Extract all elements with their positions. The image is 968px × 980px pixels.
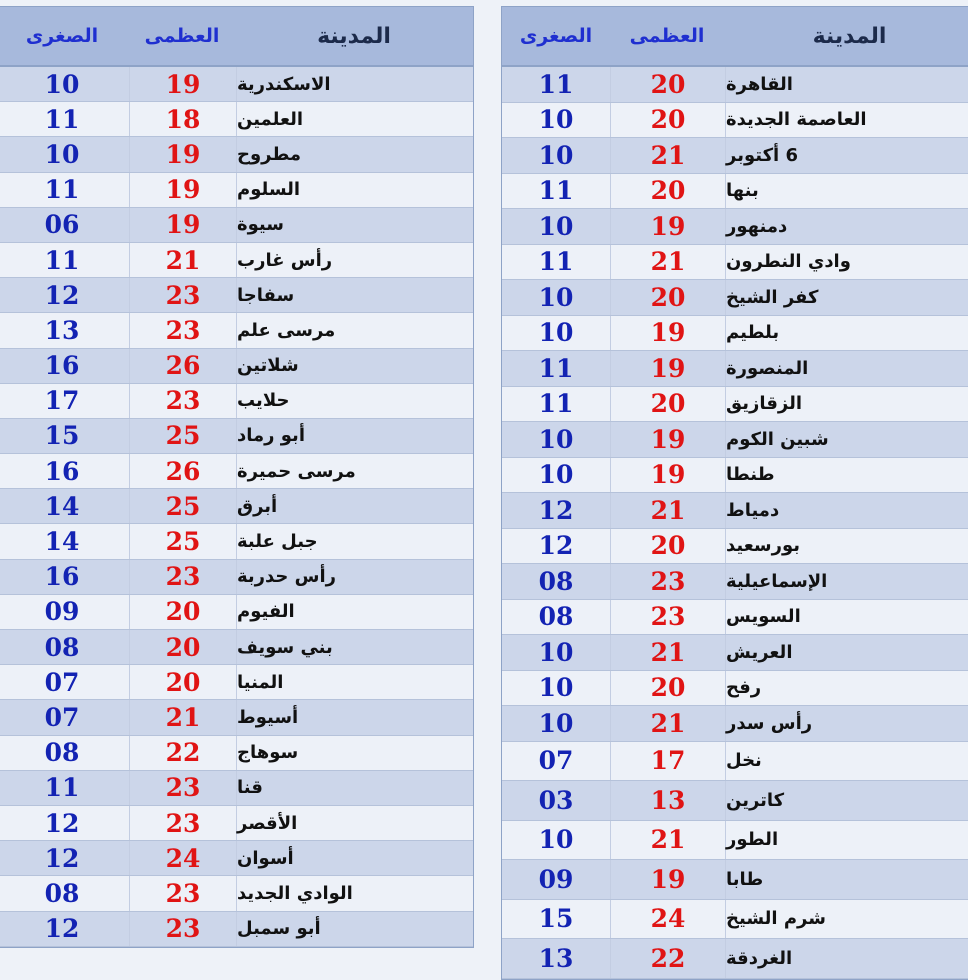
header-min: الصغرى <box>519 25 593 47</box>
city-name-cell: سيوة <box>236 208 473 242</box>
table-row <box>502 103 968 139</box>
city-name-cell: شبين الكوم <box>725 422 968 457</box>
city-name-cell: الفيوم <box>236 595 473 629</box>
min-temp-cell: 10 <box>538 460 574 490</box>
table-row <box>0 173 473 208</box>
min-temp-cell: 09 <box>44 597 80 627</box>
min-temp-cell: 10 <box>538 637 574 667</box>
min-temp-cell: 10 <box>538 105 574 135</box>
table-row <box>0 524 473 559</box>
max-temp-cell: 23 <box>129 560 236 594</box>
table-row <box>502 316 968 352</box>
min-temp-cell: 11 <box>538 247 574 277</box>
table-row <box>0 349 473 384</box>
max-temp-cell: 19 <box>610 422 725 457</box>
max-temp-cell: 23 <box>610 600 725 635</box>
city-name-cell: نخل <box>725 742 968 781</box>
min-temp-cell: 15 <box>44 421 80 451</box>
max-temp-cell: 20 <box>610 387 725 422</box>
max-temp-cell: 21 <box>610 493 725 528</box>
table-header <box>0 7 473 67</box>
city-name-cell: المنصورة <box>725 351 968 386</box>
table-row <box>502 529 968 565</box>
city-name-cell: الاسكندرية <box>236 67 473 101</box>
min-temp-cell: 15 <box>538 904 574 934</box>
table-row <box>0 912 473 947</box>
min-temp-cell: 08 <box>538 566 574 596</box>
table-row <box>0 700 473 735</box>
max-temp-cell: 20 <box>129 595 236 629</box>
min-temp-cell: 11 <box>44 773 80 803</box>
min-temp-cell: 11 <box>538 69 574 99</box>
table-row <box>502 821 968 861</box>
table-row <box>502 939 968 979</box>
table-row <box>502 387 968 423</box>
city-name-cell: بورسعيد <box>725 529 968 564</box>
city-name-cell: أسيوط <box>236 700 473 734</box>
table-row <box>0 208 473 243</box>
min-temp-cell: 17 <box>44 386 80 416</box>
city-name-cell: العلمين <box>236 102 473 136</box>
header-city: المدينة <box>317 23 391 49</box>
min-temp-cell: 10 <box>44 69 80 99</box>
min-temp-cell: 12 <box>538 531 574 561</box>
table-row <box>0 665 473 700</box>
table-row <box>0 278 473 313</box>
max-temp-cell: 23 <box>129 771 236 805</box>
max-temp-cell: 21 <box>610 706 725 741</box>
city-name-cell: الزقازيق <box>725 387 968 422</box>
min-temp-cell: 11 <box>44 175 80 205</box>
city-name-cell: طنطا <box>725 458 968 493</box>
table-row <box>0 102 473 137</box>
min-temp-cell: 08 <box>538 602 574 632</box>
city-name-cell: الغردقة <box>725 939 968 978</box>
max-temp-cell: 22 <box>129 736 236 770</box>
min-temp-cell: 10 <box>538 318 574 348</box>
max-temp-cell: 19 <box>129 67 236 101</box>
table-row <box>0 313 473 348</box>
city-name-cell: بنها <box>725 174 968 209</box>
max-temp-cell: 20 <box>610 280 725 315</box>
city-name-cell: سوهاج <box>236 736 473 770</box>
city-name-cell: الإسماعيلية <box>725 564 968 599</box>
header-max: العظمى <box>144 25 220 47</box>
city-name-cell: أبو رماد <box>236 419 473 453</box>
max-temp-cell: 19 <box>610 860 725 899</box>
max-temp-cell: 18 <box>129 102 236 136</box>
min-temp-cell: 10 <box>538 211 574 241</box>
max-temp-cell: 17 <box>610 742 725 781</box>
table-body <box>502 67 968 979</box>
city-name-cell: حلايب <box>236 384 473 418</box>
min-temp-cell: 07 <box>44 667 80 697</box>
min-temp-cell: 16 <box>44 456 80 486</box>
table-row <box>502 351 968 387</box>
table-row <box>0 876 473 911</box>
city-name-cell: مرسى علم <box>236 313 473 347</box>
min-temp-cell: 07 <box>44 702 80 732</box>
city-name-cell: كاترين <box>725 781 968 820</box>
min-temp-cell: 12 <box>44 280 80 310</box>
city-name-cell: الأقصر <box>236 806 473 840</box>
table-row <box>502 900 968 940</box>
table-row <box>502 564 968 600</box>
min-temp-cell: 12 <box>44 808 80 838</box>
table-row <box>0 419 473 454</box>
table-row <box>0 67 473 102</box>
min-temp-cell: 12 <box>44 843 80 873</box>
table-row <box>0 454 473 489</box>
max-temp-cell: 21 <box>129 243 236 277</box>
table-row <box>0 806 473 841</box>
min-temp-cell: 10 <box>538 673 574 703</box>
min-temp-cell: 08 <box>44 738 80 768</box>
max-temp-cell: 23 <box>129 912 236 946</box>
city-name-cell: شلاتين <box>236 349 473 383</box>
max-temp-cell: 21 <box>610 635 725 670</box>
max-temp-cell: 25 <box>129 419 236 453</box>
min-temp-cell: 10 <box>44 139 80 169</box>
table-row <box>0 489 473 524</box>
temperature-table-right <box>501 6 968 980</box>
min-temp-cell: 10 <box>538 140 574 170</box>
min-temp-cell: 06 <box>44 210 80 240</box>
city-name-cell: بني سويف <box>236 630 473 664</box>
city-name-cell: رفح <box>725 671 968 706</box>
table-row <box>502 600 968 636</box>
city-name-cell: 6 أكتوبر <box>725 138 968 173</box>
table-row <box>0 137 473 172</box>
max-temp-cell: 19 <box>610 458 725 493</box>
table-row <box>502 67 968 103</box>
city-name-cell: القاهرة <box>725 67 968 102</box>
max-temp-cell: 13 <box>610 781 725 820</box>
header-min: الصغرى <box>25 25 99 47</box>
table-row <box>502 422 968 458</box>
max-temp-cell: 25 <box>129 489 236 523</box>
max-temp-cell: 19 <box>129 137 236 171</box>
min-temp-cell: 12 <box>538 495 574 525</box>
max-temp-cell: 23 <box>129 876 236 910</box>
city-name-cell: بلطيم <box>725 316 968 351</box>
max-temp-cell: 20 <box>610 103 725 138</box>
city-name-cell: شرم الشيخ <box>725 900 968 939</box>
max-temp-cell: 20 <box>129 665 236 699</box>
table-row <box>502 742 968 782</box>
city-name-cell: المنيا <box>236 665 473 699</box>
min-temp-cell: 10 <box>538 282 574 312</box>
max-temp-cell: 21 <box>610 245 725 280</box>
table-row <box>502 245 968 281</box>
max-temp-cell: 21 <box>610 138 725 173</box>
min-temp-cell: 14 <box>44 527 80 557</box>
min-temp-cell: 11 <box>538 353 574 383</box>
max-temp-cell: 23 <box>129 806 236 840</box>
table-row <box>502 781 968 821</box>
table-row <box>0 243 473 278</box>
max-temp-cell: 23 <box>129 384 236 418</box>
city-name-cell: العريش <box>725 635 968 670</box>
min-temp-cell: 03 <box>538 785 574 815</box>
table-row <box>502 706 968 742</box>
min-temp-cell: 07 <box>538 746 574 776</box>
header-city: المدينة <box>812 23 887 49</box>
max-temp-cell: 19 <box>129 173 236 207</box>
max-temp-cell: 19 <box>610 209 725 244</box>
table-row <box>502 635 968 671</box>
table-row <box>0 841 473 876</box>
max-temp-cell: 22 <box>610 939 725 978</box>
table-header <box>502 7 968 67</box>
max-temp-cell: 25 <box>129 524 236 558</box>
min-temp-cell: 11 <box>44 245 80 275</box>
table-row <box>0 384 473 419</box>
city-name-cell: أبرق <box>236 489 473 523</box>
table-row <box>0 736 473 771</box>
table-row <box>502 860 968 900</box>
min-temp-cell: 10 <box>538 424 574 454</box>
city-name-cell: وادي النطرون <box>725 245 968 280</box>
city-name-cell: مطروح <box>236 137 473 171</box>
city-name-cell: السويس <box>725 600 968 635</box>
min-temp-cell: 16 <box>44 562 80 592</box>
table-row <box>0 560 473 595</box>
min-temp-cell: 10 <box>538 825 574 855</box>
city-name-cell: رأس غارب <box>236 243 473 277</box>
max-temp-cell: 20 <box>610 671 725 706</box>
max-temp-cell: 21 <box>610 821 725 860</box>
header-max: العظمى <box>629 25 705 47</box>
max-temp-cell: 19 <box>610 351 725 386</box>
city-name-cell: رأس سدر <box>725 706 968 741</box>
table-row <box>502 671 968 707</box>
city-name-cell: مرسى حميرة <box>236 454 473 488</box>
max-temp-cell: 24 <box>129 841 236 875</box>
max-temp-cell: 19 <box>610 316 725 351</box>
table-row <box>0 595 473 630</box>
max-temp-cell: 26 <box>129 349 236 383</box>
temperature-table-left <box>0 6 474 948</box>
min-temp-cell: 10 <box>538 708 574 738</box>
table-row <box>0 771 473 806</box>
city-name-cell: جبل علبة <box>236 524 473 558</box>
table-row <box>502 138 968 174</box>
max-temp-cell: 20 <box>610 174 725 209</box>
min-temp-cell: 08 <box>44 878 80 908</box>
max-temp-cell: 20 <box>610 67 725 102</box>
city-name-cell: دمنهور <box>725 209 968 244</box>
city-name-cell: أسوان <box>236 841 473 875</box>
min-temp-cell: 13 <box>44 315 80 345</box>
max-temp-cell: 23 <box>129 278 236 312</box>
city-name-cell: السلوم <box>236 173 473 207</box>
city-name-cell: طابا <box>725 860 968 899</box>
table-row <box>502 493 968 529</box>
max-temp-cell: 24 <box>610 900 725 939</box>
max-temp-cell: 19 <box>129 208 236 242</box>
city-name-cell: سفاجا <box>236 278 473 312</box>
city-name-cell: كفر الشيخ <box>725 280 968 315</box>
min-temp-cell: 09 <box>538 864 574 894</box>
max-temp-cell: 20 <box>129 630 236 664</box>
city-name-cell: العاصمة الجديدة <box>725 103 968 138</box>
table-body <box>0 67 473 947</box>
max-temp-cell: 21 <box>129 700 236 734</box>
city-name-cell: الطور <box>725 821 968 860</box>
min-temp-cell: 11 <box>538 389 574 419</box>
max-temp-cell: 20 <box>610 529 725 564</box>
max-temp-cell: 23 <box>129 313 236 347</box>
min-temp-cell: 16 <box>44 351 80 381</box>
table-row <box>502 174 968 210</box>
min-temp-cell: 11 <box>44 104 80 134</box>
city-name-cell: أبو سمبل <box>236 912 473 946</box>
city-name-cell: رأس حدربة <box>236 560 473 594</box>
min-temp-cell: 12 <box>44 914 80 944</box>
min-temp-cell: 13 <box>538 943 574 973</box>
city-name-cell: الوادي الجديد <box>236 876 473 910</box>
city-name-cell: قنا <box>236 771 473 805</box>
table-row <box>502 458 968 494</box>
min-temp-cell: 08 <box>44 632 80 662</box>
max-temp-cell: 23 <box>610 564 725 599</box>
table-row <box>0 630 473 665</box>
min-temp-cell: 14 <box>44 491 80 521</box>
table-row <box>502 280 968 316</box>
city-name-cell: دمياط <box>725 493 968 528</box>
table-row <box>502 209 968 245</box>
min-temp-cell: 11 <box>538 176 574 206</box>
max-temp-cell: 26 <box>129 454 236 488</box>
